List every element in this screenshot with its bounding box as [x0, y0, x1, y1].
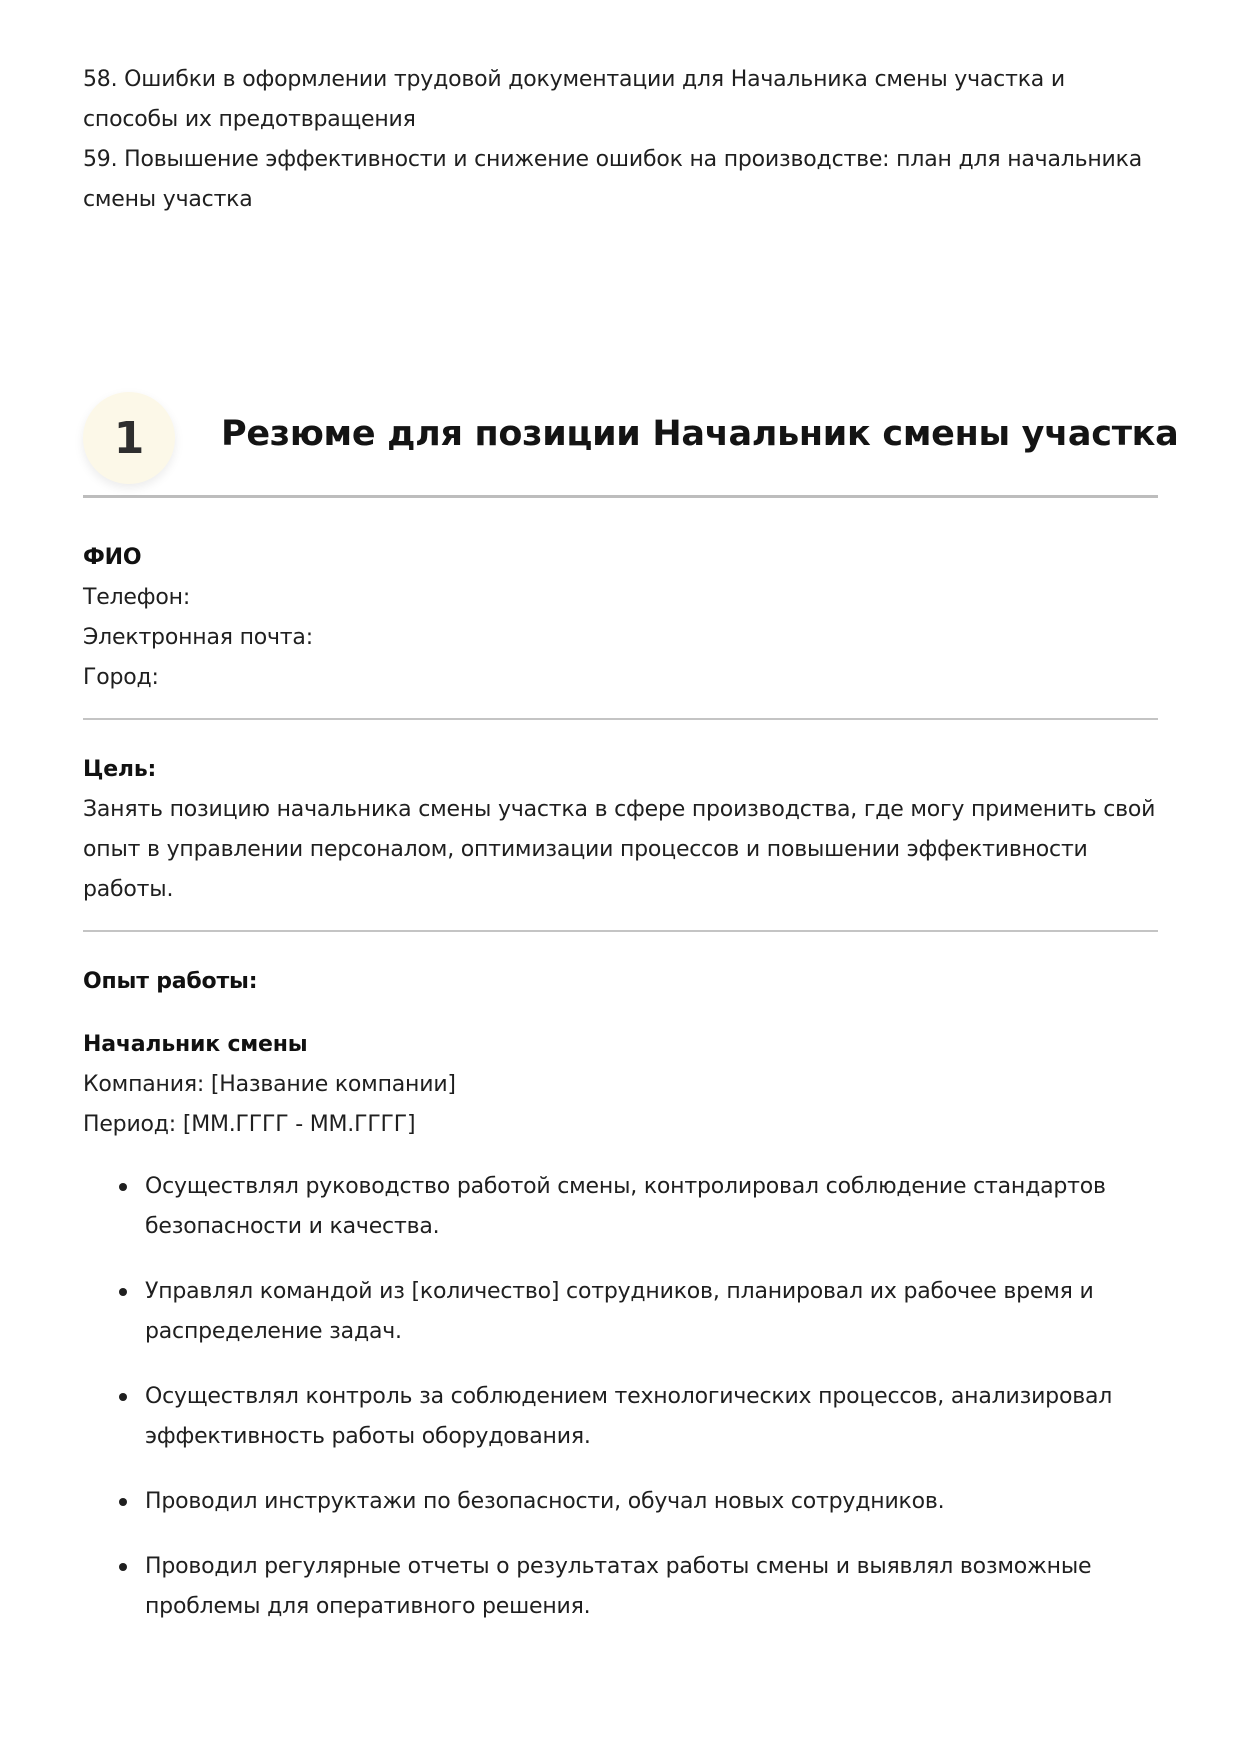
section-title: Резюме для позиции Начальник смены участка: [221, 414, 1179, 454]
list-item-text: Осуществлял руководство работой смены, контролировал соблюдение стандартов безопасности и качества.: [145, 1174, 1106, 1239]
divider: [83, 718, 1158, 720]
bullet-icon: [119, 1563, 127, 1571]
job-block: [83, 1025, 1158, 1145]
bullet-icon: [119, 1498, 127, 1506]
toc-item-59[interactable]: 59. Повышение эффективности и снижение ошибок на производстве: план для начальника смены участка: [83, 147, 1143, 212]
bullet-icon: [119, 1393, 127, 1401]
city-label: Город:: [83, 665, 159, 690]
email-label: Электронная почта:: [83, 625, 313, 650]
list-item: [83, 1377, 1158, 1457]
phone-label: Телефон:: [83, 585, 191, 610]
goal-heading: Цель:: [83, 757, 157, 782]
experience-heading: Опыт работы:: [83, 969, 258, 994]
contact-block: [83, 538, 1158, 698]
list-item-text: Проводил инструктажи по безопасности, обучал новых сотрудников.: [145, 1489, 945, 1514]
list-item: [83, 1167, 1158, 1247]
section-number-badge: 1: [83, 392, 175, 484]
section-header: [83, 392, 1179, 498]
goal-block: [83, 750, 1158, 910]
job-company: Компания: [Название компании]: [83, 1072, 456, 1097]
job-title: Начальник смены: [83, 1032, 308, 1057]
name-label: ФИО: [83, 545, 142, 570]
responsibilities-list: [83, 1167, 1158, 1652]
list-item: [83, 1547, 1158, 1627]
toc-item-58[interactable]: 58. Ошибки в оформлении трудовой документации для Начальника смены участка и способы их предотвращения: [83, 67, 1065, 132]
table-of-contents: [83, 60, 1158, 220]
list-item-text: Осуществлял контроль за соблюдением технологических процессов, анализировал эффективность работы оборудования.: [145, 1384, 1113, 1449]
list-item-text: Проводил регулярные отчеты о результатах работы смены и выявлял возможные проблемы для оперативного решения.: [145, 1554, 1092, 1619]
bullet-icon: [119, 1288, 127, 1296]
list-item: [83, 1482, 1158, 1522]
goal-text: Занять позицию начальника смены участка в сфере производства, где могу применить свой опыт в управлении персоналом, оптимизации процессов и повышении эффективности работы.: [83, 797, 1156, 902]
list-item: [83, 1272, 1158, 1352]
bullet-icon: [119, 1183, 127, 1191]
list-item-text: Управлял командой из [количество] сотрудников, планировал их рабочее время и распределение задач.: [145, 1279, 1094, 1344]
divider: [83, 930, 1158, 932]
experience-heading-block: [83, 962, 1158, 1002]
job-period: Период: [ММ.ГГГГ - ММ.ГГГГ]: [83, 1112, 416, 1137]
